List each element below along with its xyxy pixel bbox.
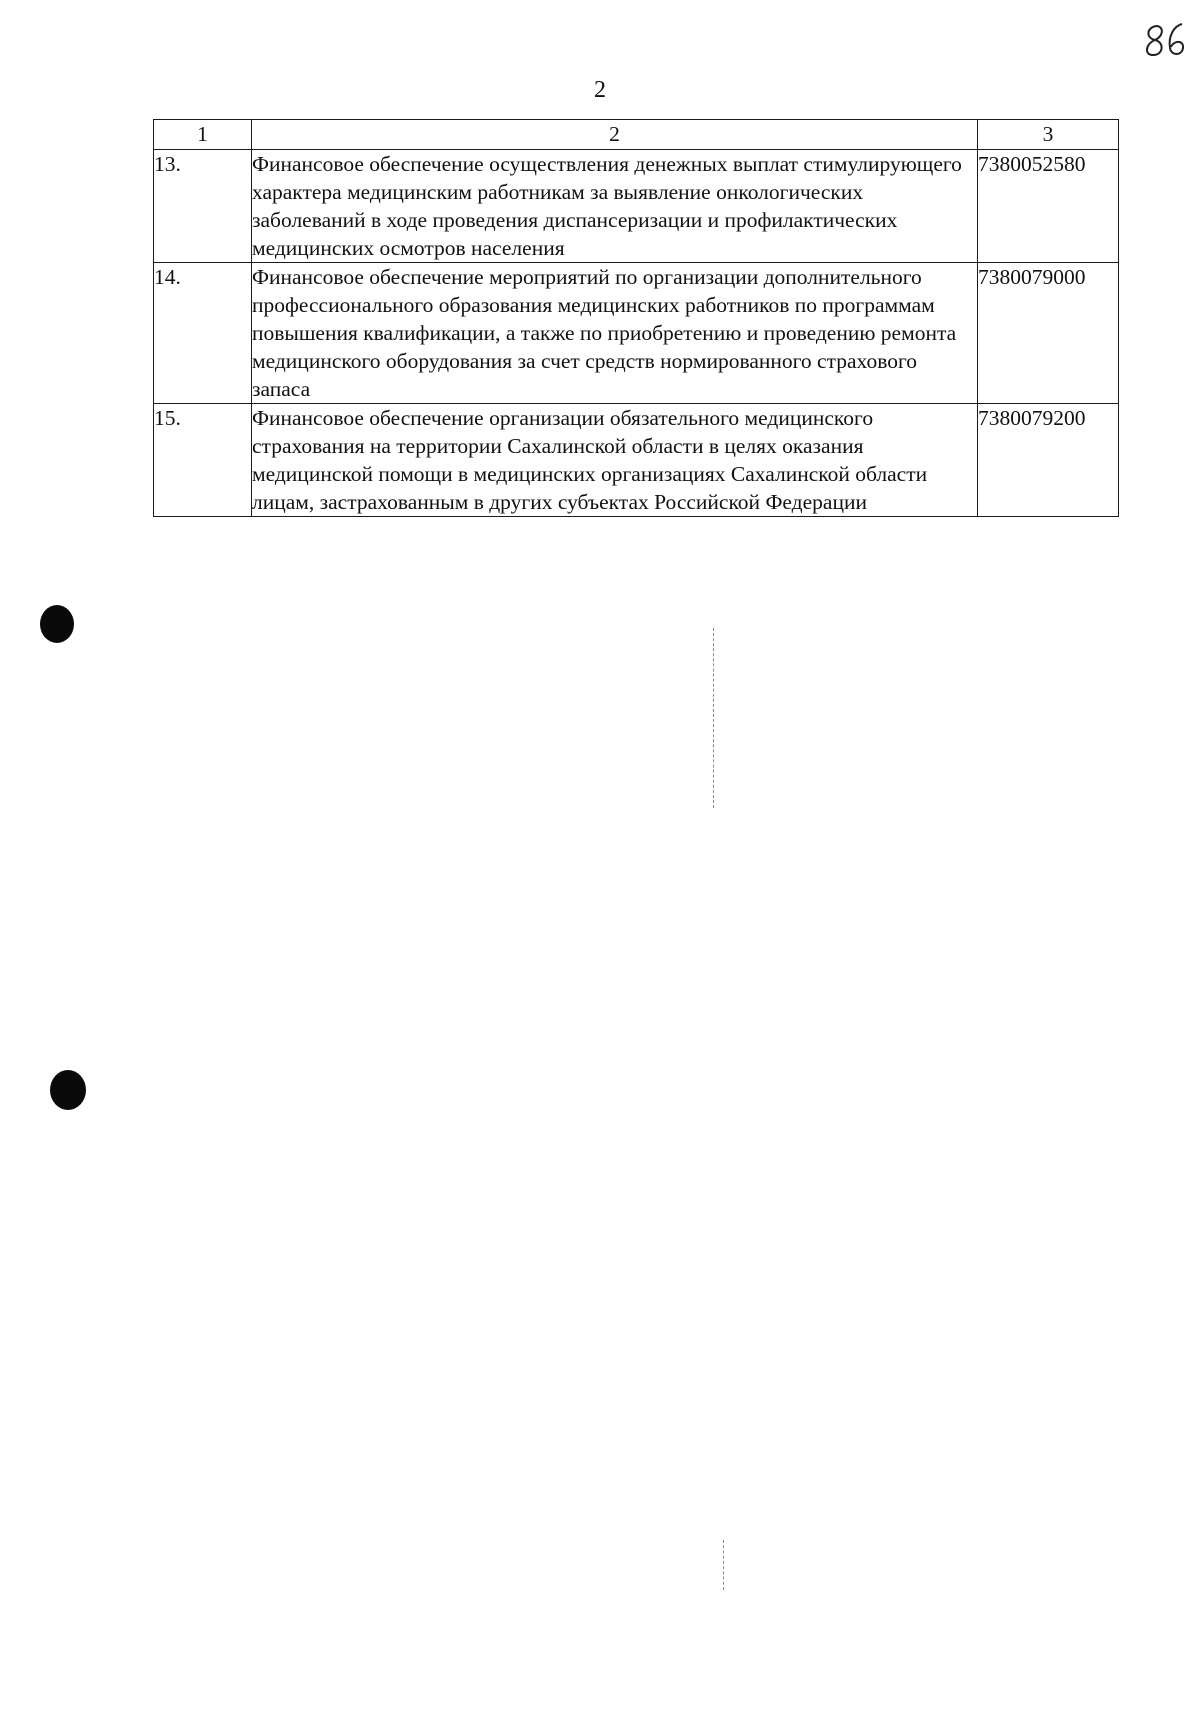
scan-artifact-line [713,628,714,808]
punch-hole-bottom [50,1070,86,1110]
handwritten-page-mark [1142,20,1190,60]
funding-codes-table [153,119,1119,517]
row-number: 15. [154,404,252,517]
row-number: 14. [154,263,252,404]
table-row [154,150,1119,263]
column-header-description: 2 [252,120,978,150]
row-description: Финансовое обеспечение организации обязательного медицинского страхования на территории Сахалинской области в целях оказания медицинской помощи в медицинских организациях Сахалинской области лицам, застрахованным в других субъектах Российской Федерации [252,404,978,517]
table-row [154,263,1119,404]
punch-hole-top [40,605,74,643]
column-header-code: 3 [978,120,1119,150]
row-code: 7380079000 [978,263,1119,404]
page-number: 2 [594,77,606,103]
scan-artifact-line [723,1540,724,1590]
row-description: Финансовое обеспечение мероприятий по организации дополнительного профессионального образования медицинских работников по программам повышения квалификации, а также по приобретению и проведению ремонта медицинского оборудования за счет средств нормированного страхового запаса [252,263,978,404]
row-description: Финансовое обеспечение осуществления денежных выплат стимулирующего характера медицинским работникам за выявление онкологических заболеваний в ходе проведения диспансеризации и профилактических медицинских осмотров населения [252,150,978,263]
table-header-row [154,120,1119,150]
row-number: 13. [154,150,252,263]
column-header-number: 1 [154,120,252,150]
row-code: 7380079200 [978,404,1119,517]
row-code: 7380052580 [978,150,1119,263]
table-row [154,404,1119,517]
